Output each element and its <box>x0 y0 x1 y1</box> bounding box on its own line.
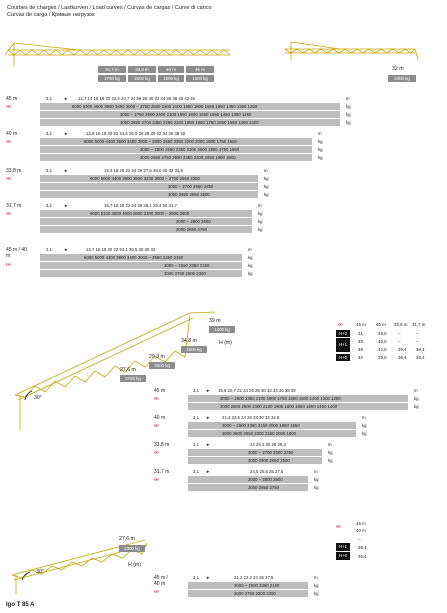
top-tag-45: 45 m <box>186 66 214 73</box>
row-tag: H+2 <box>336 330 350 337</box>
top-tag-338: 33,8 m <box>128 66 156 73</box>
radius-row: 12,7 14 16 18 20 22,4 23,7 24 26 28 30 32 34 36 38 40 42 45 <box>78 96 196 101</box>
load-row-2: 3000 – 2700 2550 2350 <box>168 184 214 189</box>
mid-dist-293: 29,3 m <box>149 354 165 360</box>
mid-load-348: 1800 kg <box>181 346 207 353</box>
start-radius: 3,1 <box>193 415 199 420</box>
unit-kg: kg <box>318 147 323 152</box>
cell: – <box>398 339 401 344</box>
bottom-h-label: H (m) <box>128 562 141 568</box>
unit-m: m <box>362 415 366 420</box>
jib-label: 45 m / 40 m <box>6 247 27 259</box>
arrow-icon: ► <box>64 247 69 252</box>
top-tag-40: 40 m <box>158 66 184 73</box>
unit-kg: kg <box>346 104 351 109</box>
start-radius: 3,1 <box>46 247 52 252</box>
unit-kg: kg <box>328 458 333 463</box>
mid-angle: 30° <box>34 395 42 401</box>
unit-kg: kg <box>328 450 333 455</box>
arrow-icon: ► <box>64 168 69 173</box>
top-load-1400: 1400 kg <box>186 75 214 82</box>
unit-kg: kg <box>258 211 263 216</box>
unit-m: m <box>328 442 332 447</box>
jib-label: 45 m <box>154 388 166 394</box>
head-40: 40 m <box>376 322 386 327</box>
radius-row: 13,9 16 18 20 22 24,6 25,9 26 28 30 32 34 36 38 40 <box>86 131 186 136</box>
cell: 31 <box>358 331 363 336</box>
head-338: 33,8 m <box>394 322 408 327</box>
header-line2: Curvas de carga / Кривые нагрузок <box>7 12 95 18</box>
unit-kg: kg <box>248 255 253 260</box>
unit-kg: kg <box>258 227 263 232</box>
jib-label: 31,7 m <box>6 203 22 209</box>
row-bar <box>40 191 258 198</box>
load-row-2: 3000 – 2800 2550 2350 2200 2000 1900 1750 1650 <box>140 147 240 152</box>
row-bar <box>40 270 242 277</box>
arrow-icon: ► <box>206 388 211 393</box>
cell: 48 <box>358 339 363 344</box>
cell: 39,4 <box>398 347 407 352</box>
load-row-3: 3000 2850 2650 2500 <box>168 192 210 197</box>
hook-icon: ᵡᵡᵡ <box>154 450 159 455</box>
hook-icon: ᵡᵡᵡ <box>6 262 11 267</box>
cell: 45 <box>358 347 363 352</box>
mid-dist-276: 27,6 m <box>120 367 136 373</box>
load-row-1: 6000 5300 4500 3900 3400 3000 – 2750 2500 2300 2100 1950 1800 1650 1550 1450 1350 1250 <box>72 104 258 109</box>
radius-row: 13,7 16 18 20 22 24,1 25,5 28 30 32 <box>86 247 156 252</box>
row-bar <box>40 262 242 269</box>
hook-icon: ᵡᵡᵡ <box>154 589 159 594</box>
row-bar <box>40 218 252 225</box>
load-row-2: 3000 2950 2750 <box>248 485 280 490</box>
hook-icon: ᵡᵡᵡ <box>6 211 11 216</box>
jib-label: 33,8 m <box>154 442 170 448</box>
top-load-1800: 1800 kg <box>158 75 184 82</box>
cell: 45,5 <box>378 339 387 344</box>
start-radius: 3,1 <box>193 442 199 447</box>
cell: – <box>416 331 419 336</box>
unit-kg: kg <box>346 120 351 125</box>
load-row-2: 3000 2800 2500 2300 2100 1900 1800 1650 1550 1450 1400 <box>220 404 338 409</box>
cell: 42,5 <box>378 347 387 352</box>
jib-label: 45 m / 40 m <box>154 575 168 587</box>
cell: – <box>398 331 401 336</box>
unit-kg: kg <box>414 396 419 401</box>
top-crane-jib <box>5 43 230 66</box>
load-row-1: 3000 – 2600 2350 2100 1900 1750 1600 1500 1400 1300 1250 <box>220 396 341 401</box>
unit-kg: kg <box>346 112 351 117</box>
unit-kg: kg <box>362 431 367 436</box>
hook-icon: ᵡᵡᵡ <box>154 477 159 482</box>
unit-kg: kg <box>264 184 269 189</box>
load-row-3: 3000 2700 2500 2300 <box>164 271 206 276</box>
head-45: 45 m <box>356 322 366 327</box>
jib-label: 40 m <box>154 415 166 421</box>
mid-dist-348: 34,8 m <box>181 338 197 344</box>
unit-kg: kg <box>318 139 323 144</box>
unit-kg: kg <box>258 219 263 224</box>
load-row-1: 3000 – 2600 2350 2150 2000 1850 1650 <box>222 423 300 428</box>
radius-row: 24,5 25,6 26 27,6 <box>250 469 284 474</box>
start-radius: 3,1 <box>46 96 52 101</box>
unit-m: m <box>264 168 268 173</box>
radius-row: 21,4 22,5 24 26 28 30 32 34,8 <box>222 415 280 420</box>
header-line1: Courbes de charges / Lastkurven / Load curves / Curvas de cargas / Curve di carico <box>7 5 212 11</box>
row-bar <box>40 183 258 190</box>
unit-kg: kg <box>314 477 319 482</box>
load-row-2: 3000 2750 2500 2300 <box>234 591 276 596</box>
load-row-1: 3000 – 2700 2500 2350 <box>248 450 294 455</box>
load-row-1: 6000 5000 4300 3800 3400 3000 – 2550 2350 2150 <box>84 255 184 260</box>
unit-kg: kg <box>362 423 367 428</box>
start-radius: 3,1 <box>193 469 199 474</box>
unit-kg: kg <box>248 263 253 268</box>
head-40: 40 m <box>356 528 366 533</box>
arrow-icon: ► <box>206 469 211 474</box>
radius-row: 24 25,1 26 28 29,3 <box>250 442 286 447</box>
mid-load-293: 2500 kg <box>149 362 175 369</box>
load-row-2: 3000 2900 2650 2500 <box>248 458 290 463</box>
mid-crane-jib <box>15 312 215 430</box>
mid-load-39: 1400 kg <box>209 326 235 333</box>
row-tag: H+1 <box>336 338 350 352</box>
arrow-icon: ► <box>64 131 69 136</box>
unit-m: m <box>414 388 418 393</box>
hook-icon: ᵡᵡᵡ <box>6 176 11 181</box>
unit-kg: kg <box>314 591 319 596</box>
load-row-1: 3000 – 2800 2600 <box>248 477 283 482</box>
unit-m: m <box>314 575 318 580</box>
arrow-icon: ► <box>64 96 69 101</box>
bottom-dist: 27,6 m <box>119 536 135 542</box>
start-radius: 3,1 <box>193 575 199 580</box>
bottom-angle: 30° <box>36 569 44 575</box>
unit-kg: kg <box>314 485 319 490</box>
load-row-2: 3000 – 2550 2350 2150 <box>164 263 210 268</box>
mid-dist-39: 39 m <box>209 318 221 324</box>
start-radius: 3,1 <box>46 203 52 208</box>
row-bar <box>40 226 252 233</box>
footer-model: Igo T 85 A <box>6 602 35 608</box>
cell: 35,4 <box>358 554 367 559</box>
start-radius: 3,1 <box>46 168 52 173</box>
cell: 38,4 <box>358 545 367 550</box>
hook-icon: ᵡᵡᵡ <box>154 423 159 428</box>
cell: 39,5 <box>378 355 387 360</box>
load-row-3: 3000 2950 2700 2450 2250 2100 1950 1850 1750 1650 1550 1450 1400 <box>120 120 259 125</box>
row-tag: H+0 <box>336 354 350 361</box>
radius-row: 15,7 18 20 22 24 26 28,1 29,4 30 31,7 <box>104 203 177 208</box>
hook-icon: ᵡᵡᵡ <box>6 104 11 109</box>
jib-label: 33,8 m <box>6 168 22 174</box>
jib-label: 40 m <box>6 131 18 137</box>
arrow-icon: ► <box>206 575 211 580</box>
mid-h-label: H (m) <box>219 340 232 346</box>
mid-load-276: 2750 kg <box>120 375 146 382</box>
load-row-3: 3000 2950 2750 2550 2350 2200 2050 1900 1800 <box>140 155 236 160</box>
hook-icon: ᵡᵡᵡ <box>6 139 11 144</box>
start-radius: 3,1 <box>46 131 52 136</box>
cell: 36,4 <box>398 355 407 360</box>
head-317: 31,7 m <box>412 322 426 327</box>
top-right-crane <box>285 42 418 60</box>
top-tag-317: 31,7 m <box>98 66 126 73</box>
cell: 48,5 <box>378 331 387 336</box>
top-right-load: 2300 kg <box>388 75 416 82</box>
load-row-1: 6000 5000 4400 3900 3500 3200 3000 – 2700 2550 2350 <box>90 176 200 181</box>
radius-row: 21,2 22,2 24 26 27,6 <box>234 575 274 580</box>
jib-label: 31,7 m <box>154 469 170 475</box>
cell: 42 <box>358 355 363 360</box>
unit-m: m <box>314 469 318 474</box>
radius-row: 19,6 20,7 22 24 26 28 30 32 34 36 38 39 <box>218 388 296 393</box>
jib-label: 45 m <box>6 96 18 102</box>
unit-kg: kg <box>414 404 419 409</box>
top-load-2750: 2750 kg <box>98 75 126 82</box>
hook-icon: ᵡᵡᵡ <box>338 322 343 327</box>
load-row-2: 3000 – 2800 2600 <box>176 219 211 224</box>
load-row-2: 3000 – 2750 2500 2300 2100 1950 1800 1650 1550 1450 1350 1250 <box>120 112 252 117</box>
row-tag: H+0 <box>336 552 350 560</box>
row-tag: H+1 <box>336 543 350 551</box>
cell: – <box>358 537 361 542</box>
load-row-2: 3000 2800 2550 2300 2150 2000 1800 <box>222 431 297 436</box>
top-right-dist: 32 m <box>392 66 404 72</box>
load-row-3: 3000 2850 2750 <box>176 227 208 232</box>
arrow-icon: ► <box>206 442 211 447</box>
start-radius: 3,1 <box>193 388 199 393</box>
unit-kg: kg <box>264 176 269 181</box>
head-45: 45 m <box>356 521 366 526</box>
cell: 38,4 <box>416 347 425 352</box>
bottom-load: 2300 kg <box>119 545 145 552</box>
load-row-1: 6000 5100 4500 4000 3600 3300 3000 – 2800 2600 <box>90 211 190 216</box>
radius-row: 15,4 18 20 22 24 26 27,6 28,0 30 32 33,8 <box>104 168 183 173</box>
unit-m: m <box>258 203 262 208</box>
unit-m: m <box>346 96 350 101</box>
unit-kg: kg <box>314 583 319 588</box>
unit-m: m <box>318 131 322 136</box>
unit-kg: kg <box>248 271 253 276</box>
cell: 35,4 <box>416 355 425 360</box>
hook-icon: ᵡᵡᵡ <box>336 524 341 529</box>
unit-m: m <box>248 247 252 252</box>
load-row-1: 3000 – 2600 2350 2150 <box>234 583 280 588</box>
top-load-2500: 2500 kg <box>128 75 156 82</box>
arrow-icon: ► <box>206 415 211 420</box>
cell: – <box>416 339 419 344</box>
load-row-1: 6000 5000 4400 3800 3400 3000 – 2800 2550 2350 2200 2000 1900 1750 1650 <box>84 139 237 144</box>
unit-kg: kg <box>318 155 323 160</box>
arrow-icon: ► <box>64 203 69 208</box>
unit-kg: kg <box>264 192 269 197</box>
hook-icon: ᵡᵡᵡ <box>154 396 159 401</box>
